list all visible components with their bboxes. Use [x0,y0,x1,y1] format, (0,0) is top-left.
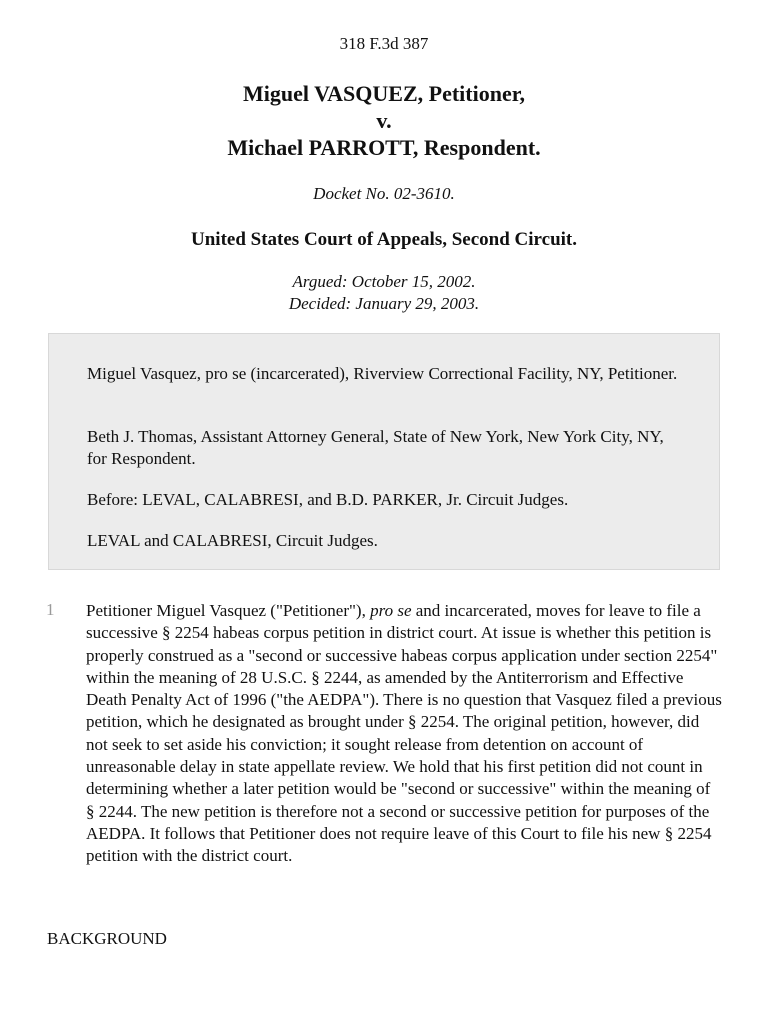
petitioner-counsel: Miguel Vasquez, pro se (incarcerated), Riverview Correctional Facility, NY, Petitioner. [87,364,678,383]
case-caption [0,80,768,161]
section-heading-background: BACKGROUND [47,929,167,948]
counsel-panel [48,333,720,570]
opinion-text-start: Petitioner Miguel Vasquez ("Petitioner"), [86,601,371,620]
respondent-counsel: Beth J. Thomas, Assistant Attorney General, State of New York, New York City, NY, for Respondent. [87,427,664,468]
opinion-text-rest: and incarcerated, moves for leave to file a successive § 2254 habeas corpus petition in district court. At issue is whether this petition is properly construed as a "second or successive habeas corpus application under section 2254" within the meaning of 28 U.S.C. § 2244, as amended by the Antiterrorism and Effective Death Penalty Act of 1996 ("the AEDPA"). There is no question that Vasquez filed a previous petition, which he designated as brought under § 2254. The original petition, however, did not seek to set aside his conviction; it sought release from detention on account of unreasonable delay in state appellate review. We hold that his first petition did not count in determining whether a later petition would be "second or successive" within the meaning of § 2244. The new petition is therefore not a second or successive petition for purposes of the AEDPA. It follows that Petitioner does not require leave of this Court to file his new § 2254 petition with the district court. [86,601,722,866]
decided-date: Decided: January 29, 2003. [288,294,480,313]
circuit-judges: LEVAL and CALABRESI, Circuit Judges. [87,531,378,550]
paragraph-number: 1 [46,600,55,619]
respondent-name: Michael PARROTT, Respondent. [227,135,541,160]
versus-label: v. [376,108,392,133]
case-dates [0,271,768,315]
case-citation: 318 F.3d 387 [339,34,429,53]
petitioner-name: Miguel VASQUEZ, Petitioner, [243,81,525,106]
opinion-paragraph [86,600,722,868]
panel-judges: Before: LEVAL, CALABRESI, and B.D. PARKER, Jr. Circuit Judges. [87,490,569,509]
docket-number: Docket No. 02-3610. [313,184,455,203]
court-name: United States Court of Appeals, Second Circuit. [191,229,577,250]
opinion-italic-text: pro se [370,601,412,620]
argued-date: Argued: October 15, 2002. [292,272,476,291]
